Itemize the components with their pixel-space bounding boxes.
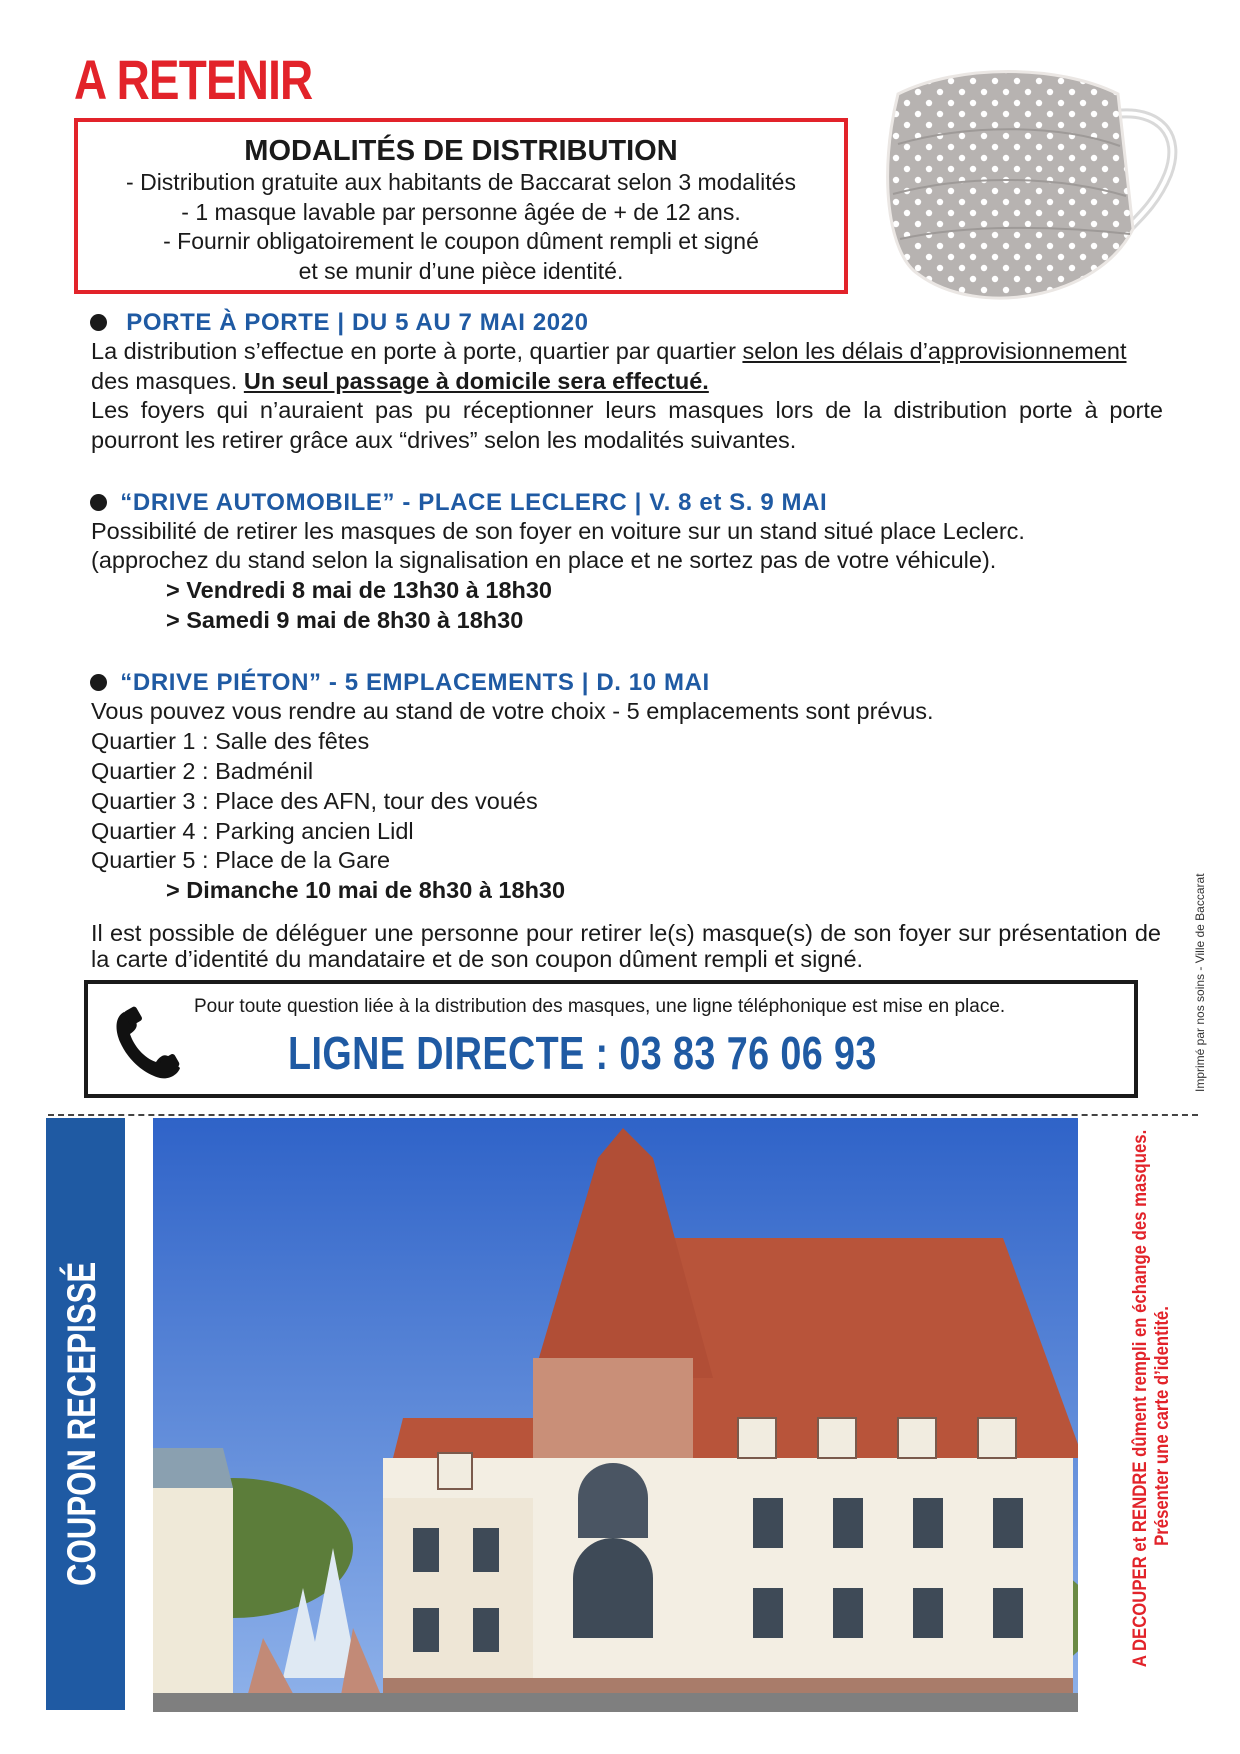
section-heading-porte-a-porte [90, 308, 589, 338]
porte-text-2: des masques. [91, 368, 244, 394]
modalites-title: MODALITÉS DE DISTRIBUTION [244, 135, 678, 167]
quartier-1: Quartier 1 : Salle des fêtes [91, 728, 370, 754]
face-mask-image [858, 54, 1198, 334]
porte-paragraph-line-1 [91, 337, 1127, 367]
modalites-line-3: - Fournir obligatoirement le coupon dûment rempli et signé [163, 228, 759, 254]
print-credit: Imprimé par nos soins - Ville de Baccarat [1193, 873, 1207, 1092]
coupon-band [46, 1118, 125, 1710]
bullet-icon [90, 494, 107, 511]
drive-pieton-slot: > Dimanche 10 mai de 8h30 à 18h30 [166, 877, 566, 903]
section-heading-text: “DRIVE PIÉTON” - 5 EMPLACEMENTS | D. 10 MAI [120, 669, 710, 696]
modalites-line-1: - Distribution gratuite aux habitants de Baccarat selon 3 modalités [126, 169, 796, 195]
phone-question-text: Pour toute question liée à la distribution des masques, une ligne téléphonique est mise en place. [194, 996, 1006, 1017]
modalites-box [74, 118, 848, 294]
modalites-line-2: - 1 masque lavable par personne âgée de + de 12 ans. [181, 198, 741, 225]
modalites-line-4: et se munir d’une pièce identité. [298, 257, 624, 284]
section-heading-drive-pieton [90, 668, 710, 698]
bullet-icon [90, 314, 107, 331]
porte-paragraph-foyers: Les foyers qui n’auraient pas pu réceptionner leurs masques lors de la distribution porte à porte pourront les retirer grâce aux “drives” selon les modalités suivantes. [91, 397, 1163, 453]
cut-instruction-line-2: Présenter une carte d’identité. [1152, 1306, 1173, 1546]
bullet-icon [90, 674, 107, 691]
quartier-5: Quartier 5 : Place de la Gare [91, 847, 391, 873]
section-heading-drive-automobile [90, 488, 827, 518]
phone-handset-icon [112, 1006, 182, 1080]
section-heading-text: PORTE À PORTE | DU 5 AU 7 MAI 2020 [126, 309, 589, 336]
cut-instruction [1130, 1129, 1174, 1700]
quartier-2: Quartier 2 : Badménil [91, 758, 314, 784]
town-hall-photo [153, 1118, 1078, 1712]
quartier-3: Quartier 3 : Place des AFN, tour des voués [91, 788, 538, 814]
porte-text: La distribution s’effectue en porte à porte, quartier par quartier [91, 338, 743, 364]
drive-auto-line-2: (approchez du stand selon la signalisation en place et ne sortez pas de votre véhicule). [91, 547, 997, 573]
drive-pieton-intro: Vous pouvez vous rendre au stand de votre choix - 5 emplacements sont prévus. [91, 698, 934, 724]
drive-auto-slot-1: > Vendredi 8 mai de 13h30 à 18h30 [166, 577, 553, 603]
quartier-4: Quartier 4 : Parking ancien Lidl [91, 818, 414, 844]
porte-emphasis: Un seul passage à domicile sera effectué. [243, 368, 709, 394]
porte-paragraph-line-2 [91, 367, 709, 397]
coupon-label: COUPON RECEPISSÉ [60, 1261, 104, 1586]
phone-info-box [84, 980, 1138, 1098]
drive-auto-line-1: Possibilité de retirer les masques de son foyer en voiture sur un stand situé place Leclerc. [91, 518, 1025, 544]
porte-underlined-text: selon les délais d’approvisionnement [742, 338, 1127, 364]
cut-instruction-line-1: A DECOUPER et RENDRE dûment rempli en échange des masques. [1130, 1129, 1151, 1668]
section-heading-text: “DRIVE AUTOMOBILE” - PLACE LECLERC | V. 8 et S. 9 MAI [120, 489, 828, 516]
direct-phone-line[interactable]: LIGNE DIRECTE : 03 83 76 06 93 [288, 1027, 877, 1079]
cut-line-divider [48, 1114, 1198, 1116]
delegation-paragraph: Il est possible de déléguer une personne pour retirer le(s) masque(s) de son foyer sur présentation de la carte d’identité du mandataire et de son coupon dûment rempli et signé. [91, 920, 1161, 972]
drive-auto-slot-2: > Samedi 9 mai de 8h30 à 18h30 [166, 607, 524, 633]
page-title: A RETENIR [74, 48, 313, 111]
